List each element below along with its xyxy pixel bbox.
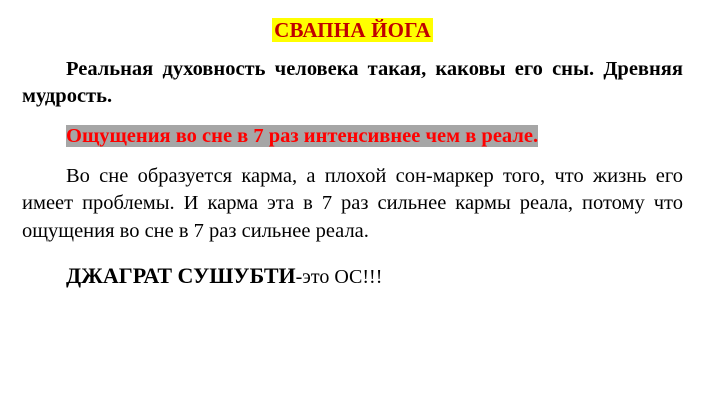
closing-term: ДЖАГРАТ СУШУБТИ [66, 262, 296, 288]
paragraph-highlighted-wrapper [22, 123, 683, 151]
paragraph-quote: Реальная духовность человека такая, каковы его сны. Древняя мудрость. [22, 58, 683, 108]
closing-remark: -это ОС!!! [295, 265, 383, 288]
paragraph-body: Во сне образуется карма, а плохой сон-маркер того, что жизнь его имеет проблемы. И карма эта в 7 раз сильнее кармы реала, потому что ощущения во сне в 7 раз сильнее реала. [22, 165, 683, 242]
paragraph-closing [22, 261, 683, 291]
highlighted-statement: Ощущения во сне в 7 раз интенсивнее чем в реале. [66, 124, 539, 147]
page-title: СВАПНА ЙОГА [274, 18, 431, 42]
document-title-line [22, 18, 683, 43]
